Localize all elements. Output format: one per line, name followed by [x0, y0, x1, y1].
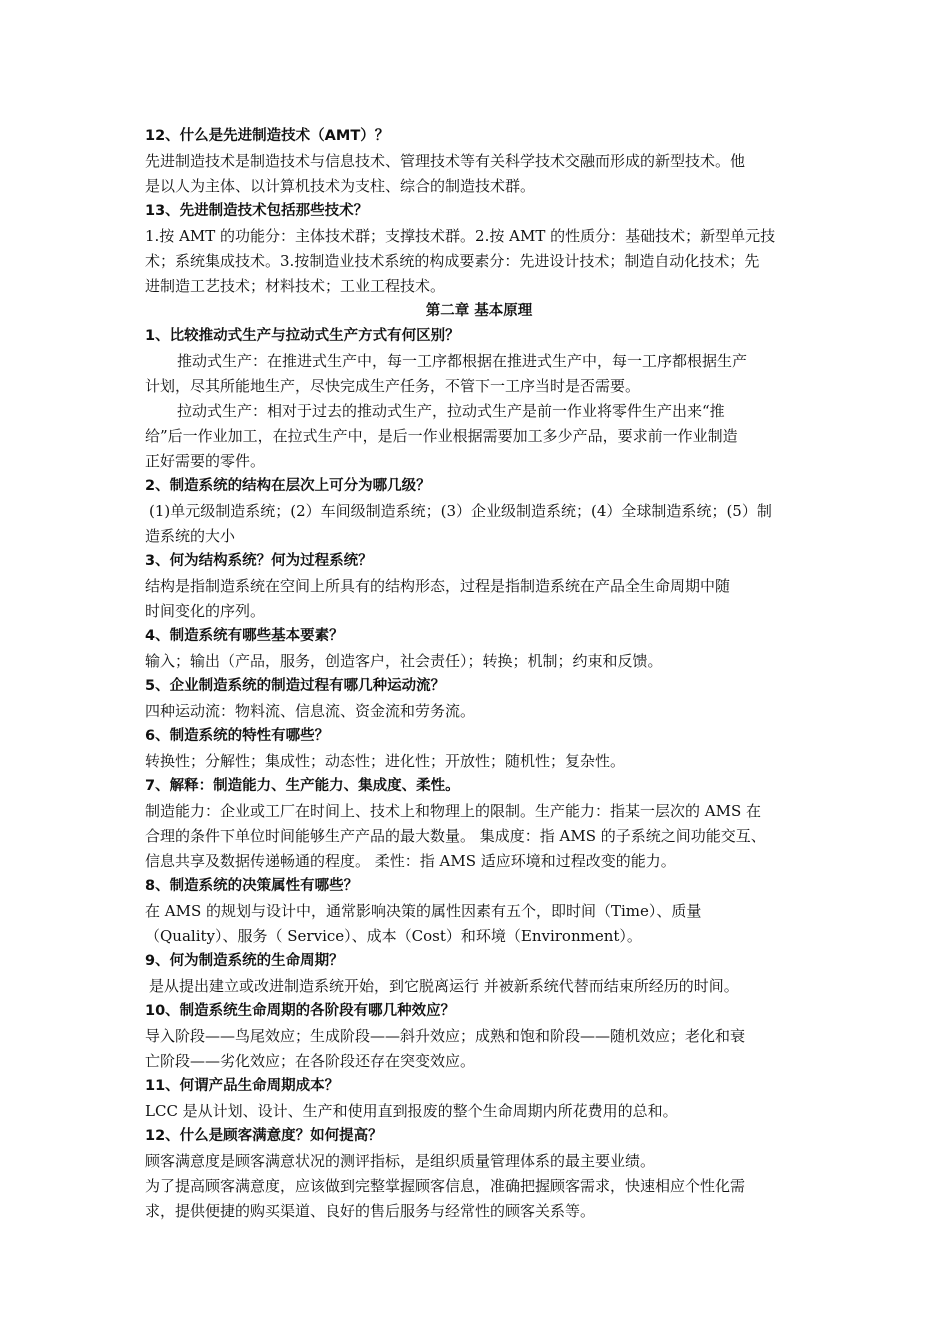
answer-paragraph-line: 先进制造技术是制造技术与信息技术、管理技术等有关科学技术交融而形成的新型技术。他 — [145, 152, 746, 170]
question-heading: 12、什么是先进制造技术（AMT）？ — [145, 128, 390, 144]
question-heading: 10、制造系统生命周期的各阶段有哪几种效应？ — [145, 1003, 456, 1019]
chapter-heading: 第二章 基本原理 — [425, 303, 533, 319]
answer-paragraph-line: 转换性；分解性；集成性；动态性；进化性；开放性；随机性；复杂性。 — [145, 752, 626, 770]
question-heading: 2、制造系统的结构在层次上可分为哪几级？ — [145, 478, 431, 494]
answer-paragraph-line: 四种运动流：物料流、信息流、资金流和劳务流。 — [145, 702, 476, 720]
answer-paragraph-line: 造系统的大小 — [145, 527, 236, 545]
question-heading: 5、企业制造系统的制造过程有哪几种运动流？ — [145, 678, 446, 694]
answer-paragraph-line: 进制造工艺技术；材料技术；工业工程技术。 — [145, 277, 446, 295]
answer-paragraph-line: 是以人为主体、以计算机技术为支柱、综合的制造技术群。 — [145, 177, 536, 195]
answer-paragraph-line: 导入阶段——鸟尾效应；生成阶段——斜升效应；成熟和饱和阶段——随机效应；老化和衰 — [145, 1027, 746, 1045]
question-heading: 13、先进制造技术包括那些技术？ — [145, 203, 369, 219]
answer-paragraph-line: 时间变化的序列。 — [145, 602, 266, 620]
question-heading: 4、制造系统有哪些基本要素？ — [145, 628, 344, 644]
answer-paragraph-line: 1.按 AMT 的功能分：主体技术群；支撑技术群。2.按 AMT 的性质分：基础技术；新型单元技 — [145, 227, 776, 245]
answer-paragraph-line: 术；系统集成技术。3.按制造业技术系统的构成要素分：先进设计技术；制造自动化技术；先 — [145, 252, 760, 270]
answer-paragraph-line: 是从提出建立或改进制造系统开始，到它脱离运行 并被新系统代替而结束所经历的时间。 — [149, 977, 739, 995]
answer-paragraph-line: 求，提供便捷的购买渠道、良好的售后服务与经常性的顾客关系等。 — [145, 1202, 596, 1220]
question-heading: 7、解释：制造能力、生产能力、集成度、柔性。 — [145, 778, 460, 794]
answer-paragraph-line: 亡阶段——劣化效应；在各阶段还存在突变效应。 — [145, 1052, 476, 1070]
answer-paragraph-line: 信息共享及数据传递畅通的程度。 柔性：指 AMS 适应环境和过程改变的能力。 — [145, 852, 676, 870]
answer-paragraph-line: 为了提高顾客满意度，应该做到完整掌握顾客信息，准确把握顾客需求，快速相应个性化需 — [145, 1177, 746, 1195]
question-heading: 3、何为结构系统？何为过程系统？ — [145, 553, 373, 569]
answer-paragraph-line: 计划，尽其所能地生产，尽快完成生产任务，不管下一工序当时是否需要。 — [145, 377, 641, 395]
question-heading: 1、比较推动式生产与拉动式生产方式有何区别？ — [145, 328, 460, 344]
answer-paragraph-line: 给”后一作业加工，在拉式生产中，是后一作业根据需要加工多少产品，要求前一作业制造 — [145, 427, 738, 445]
answer-paragraph-line: 推动式生产：在推进式生产中，每一工序都根据在推进式生产中，每一工序都根据生产 — [177, 352, 748, 370]
answer-paragraph-line: 拉动式生产：相对于过去的推动式生产，拉动式生产是前一作业将零件生产出来“推 — [177, 402, 725, 420]
question-heading: 12、什么是顾客满意度？如何提高？ — [145, 1128, 383, 1144]
answer-paragraph-line: 合理的条件下单位时间能够生产产品的最大数量。 集成度：指 AMS 的子系统之间功能交互、 — [145, 827, 766, 845]
answer-paragraph-line: 在 AMS 的规划与设计中，通常影响决策的属性因素有五个，即时间（Time）、质量 — [145, 902, 702, 920]
answer-paragraph-line: 制造能力：企业或工厂在时间上、技术上和物理上的限制。生产能力：指某一层次的 AMS 在 — [145, 802, 762, 820]
question-heading: 9、何为制造系统的生命周期？ — [145, 953, 344, 969]
question-heading: 6、制造系统的特性有哪些？ — [145, 728, 330, 744]
answer-paragraph-line: （Quality）、服务（ Service）、成本（Cost）和环境（Environment）。 — [145, 927, 642, 945]
answer-paragraph-line: LCC 是从计划、设计、生产和使用直到报废的整个生命周期内所花费用的总和。 — [145, 1102, 678, 1120]
answer-paragraph-line: 正好需要的零件。 — [145, 452, 266, 470]
answer-paragraph-line: 输入；输出（产品，服务，创造客户，社会责任）；转换；机制；约束和反馈。 — [145, 652, 663, 670]
question-heading: 11、何谓产品生命周期成本？ — [145, 1078, 340, 1094]
document-body — [145, 124, 813, 1224]
answer-paragraph-line: 顾客满意度是顾客满意状况的测评指标，是组织质量管理体系的最主要业绩。 — [145, 1152, 656, 1170]
answer-paragraph-line: 结构是指制造系统在空间上所具有的结构形态，过程是指制造系统在产品全生命周期中随 — [145, 577, 731, 595]
question-heading: 8、制造系统的决策属性有哪些？ — [145, 878, 359, 894]
answer-paragraph-line: (1)单元级制造系统；(2）车间级制造系统；(3）企业级制造系统；(4）全球制造系统；(5）制 — [149, 502, 772, 520]
